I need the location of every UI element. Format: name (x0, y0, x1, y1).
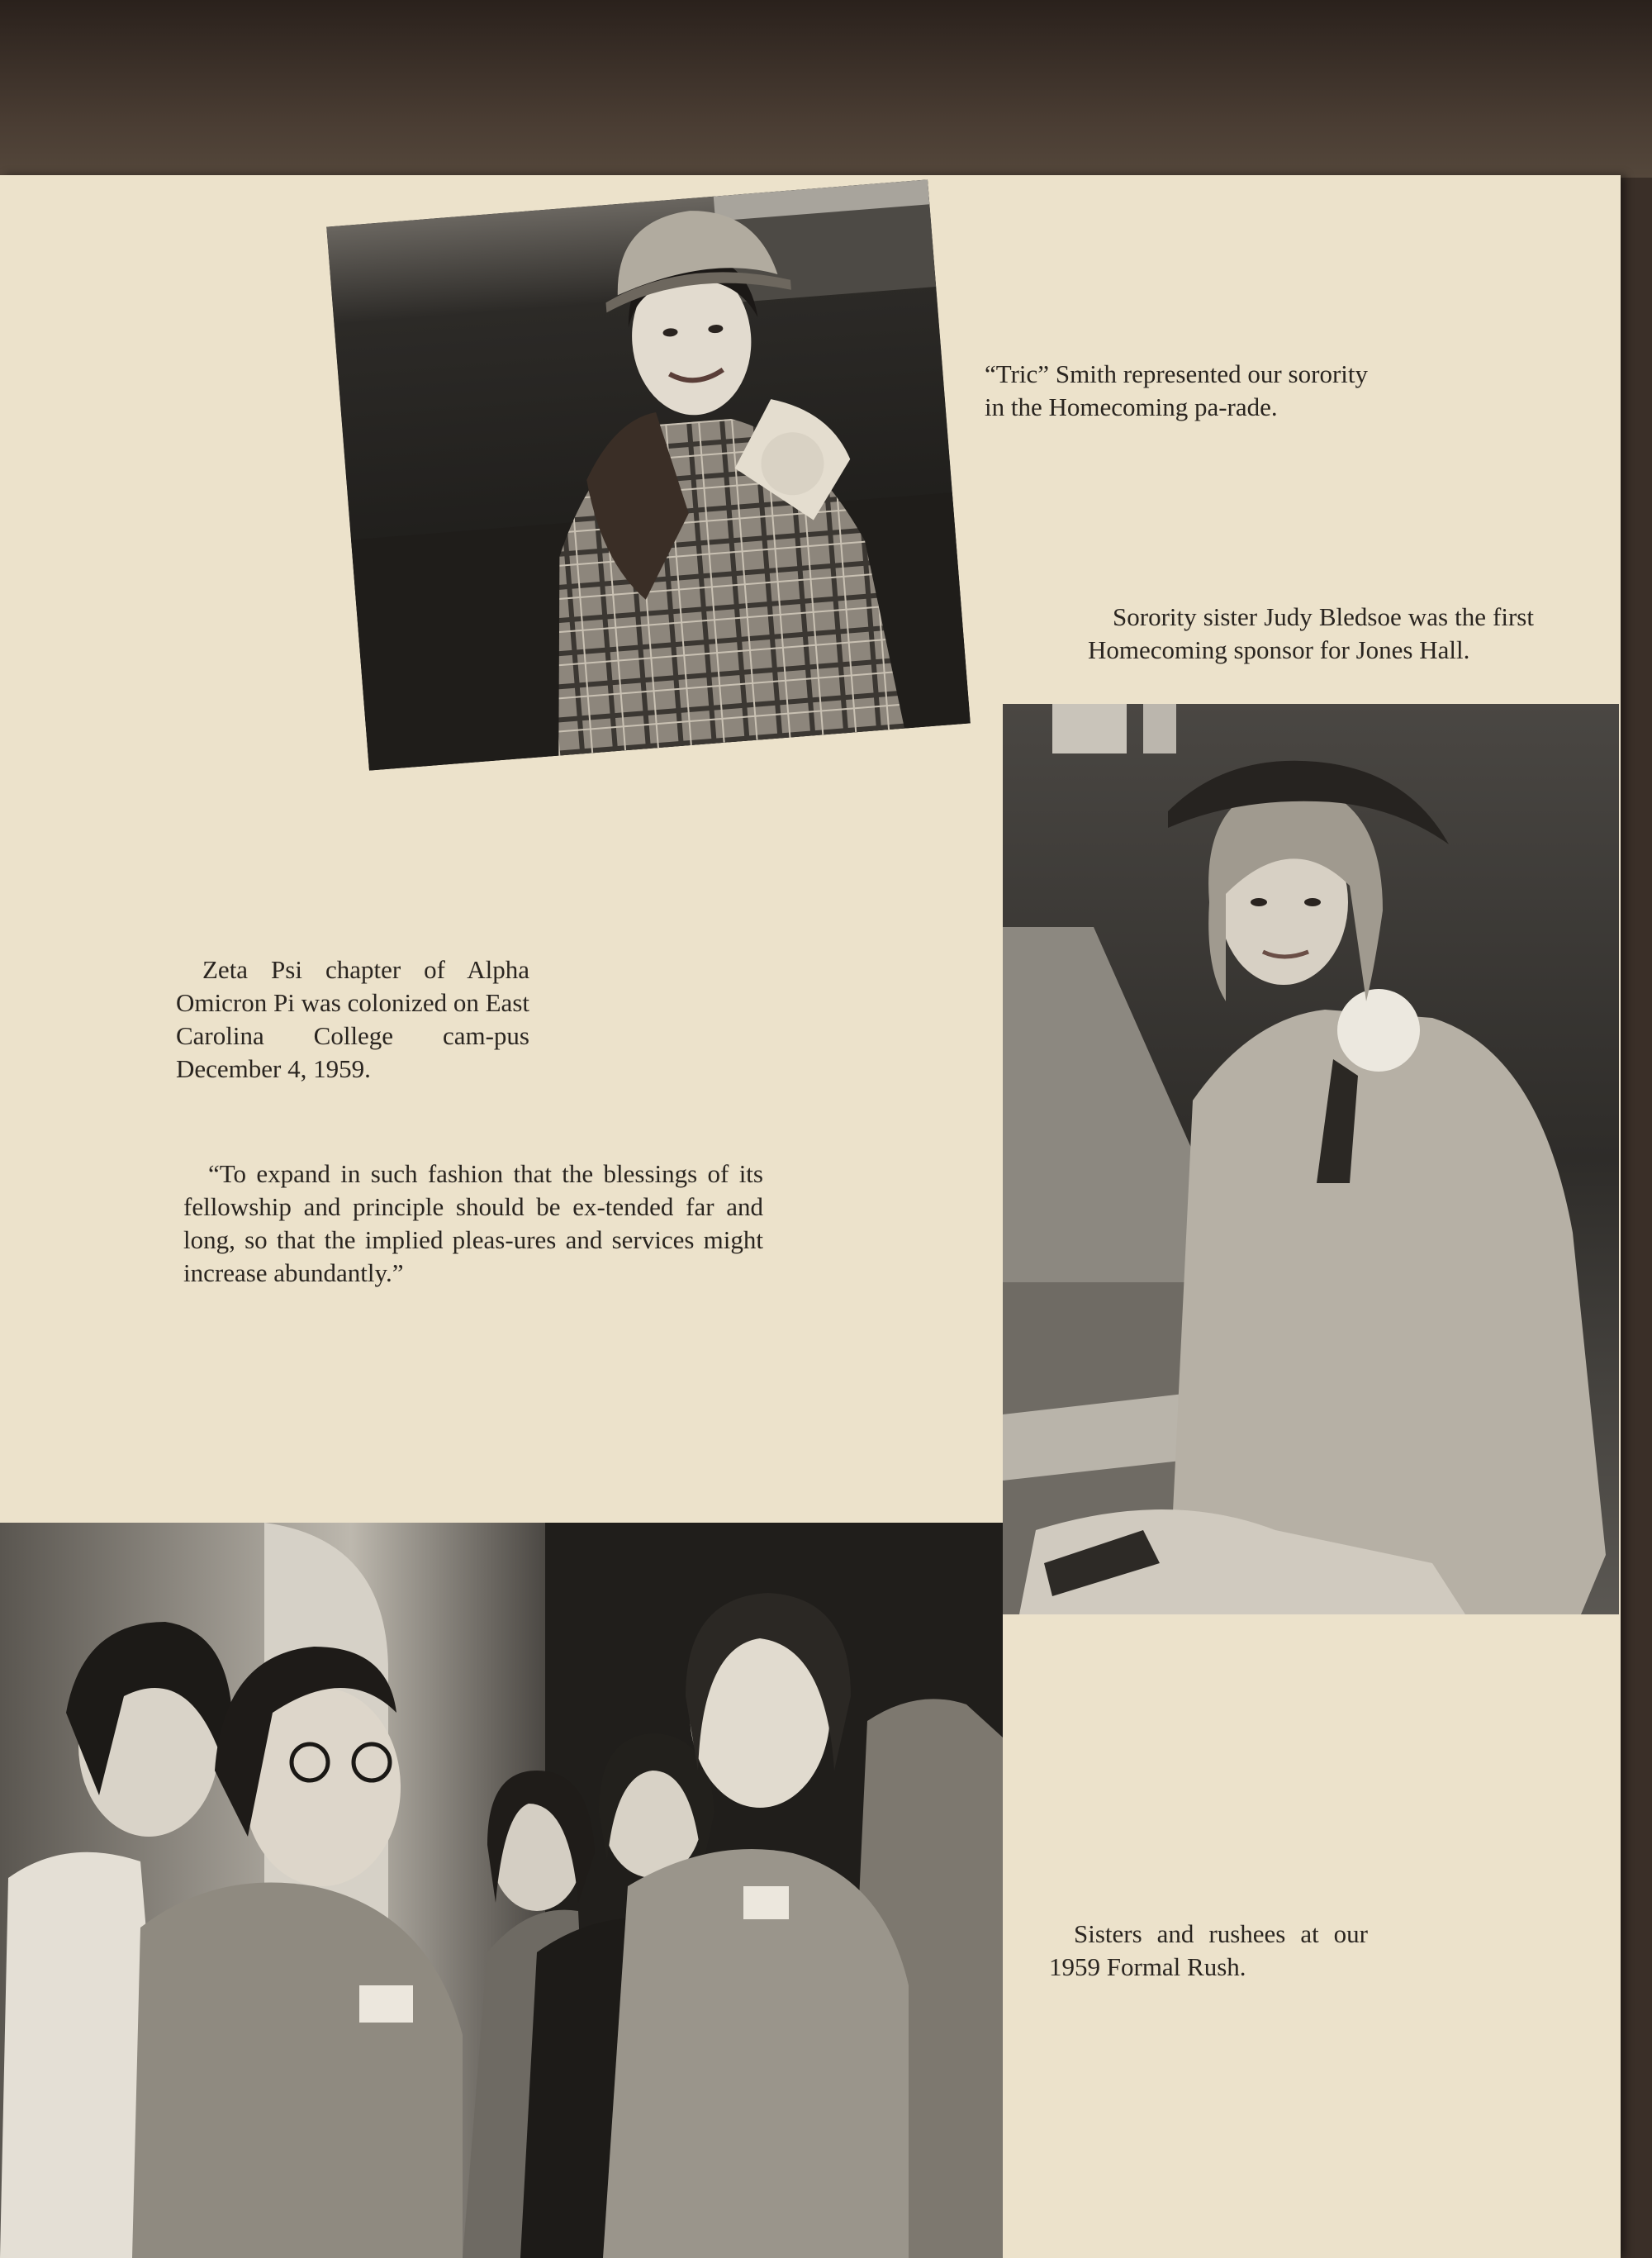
caption-tric-smith: “Tric” Smith represented our sorority in the Homecoming pa-rade. (985, 359, 1368, 421)
photo-formal-rush (0, 1523, 1003, 2258)
photo-tric-smith (326, 179, 971, 770)
caption-fellowship-quote: “To expand in such fashion that the blessings of its fellowship and principle should be ex-tended far and long, so that the implied pleas-ures and services might increase abundantly.” (183, 1159, 763, 1287)
photo-judy-bledsoe (1003, 704, 1619, 1614)
caption-judy-bledsoe: Sorority sister Judy Bledsoe was the first Homecoming sponsor for Jones Hall. (1088, 602, 1534, 664)
caption-zeta-psi-colonized: Zeta Psi chapter of Alpha Omicron Pi was colonized on East Carolina College cam-pus December 4, 1959. (176, 955, 529, 1083)
caption-formal-rush: Sisters and rushees at our 1959 Formal Rush. (1049, 1919, 1368, 1981)
book-backdrop (0, 0, 1652, 178)
